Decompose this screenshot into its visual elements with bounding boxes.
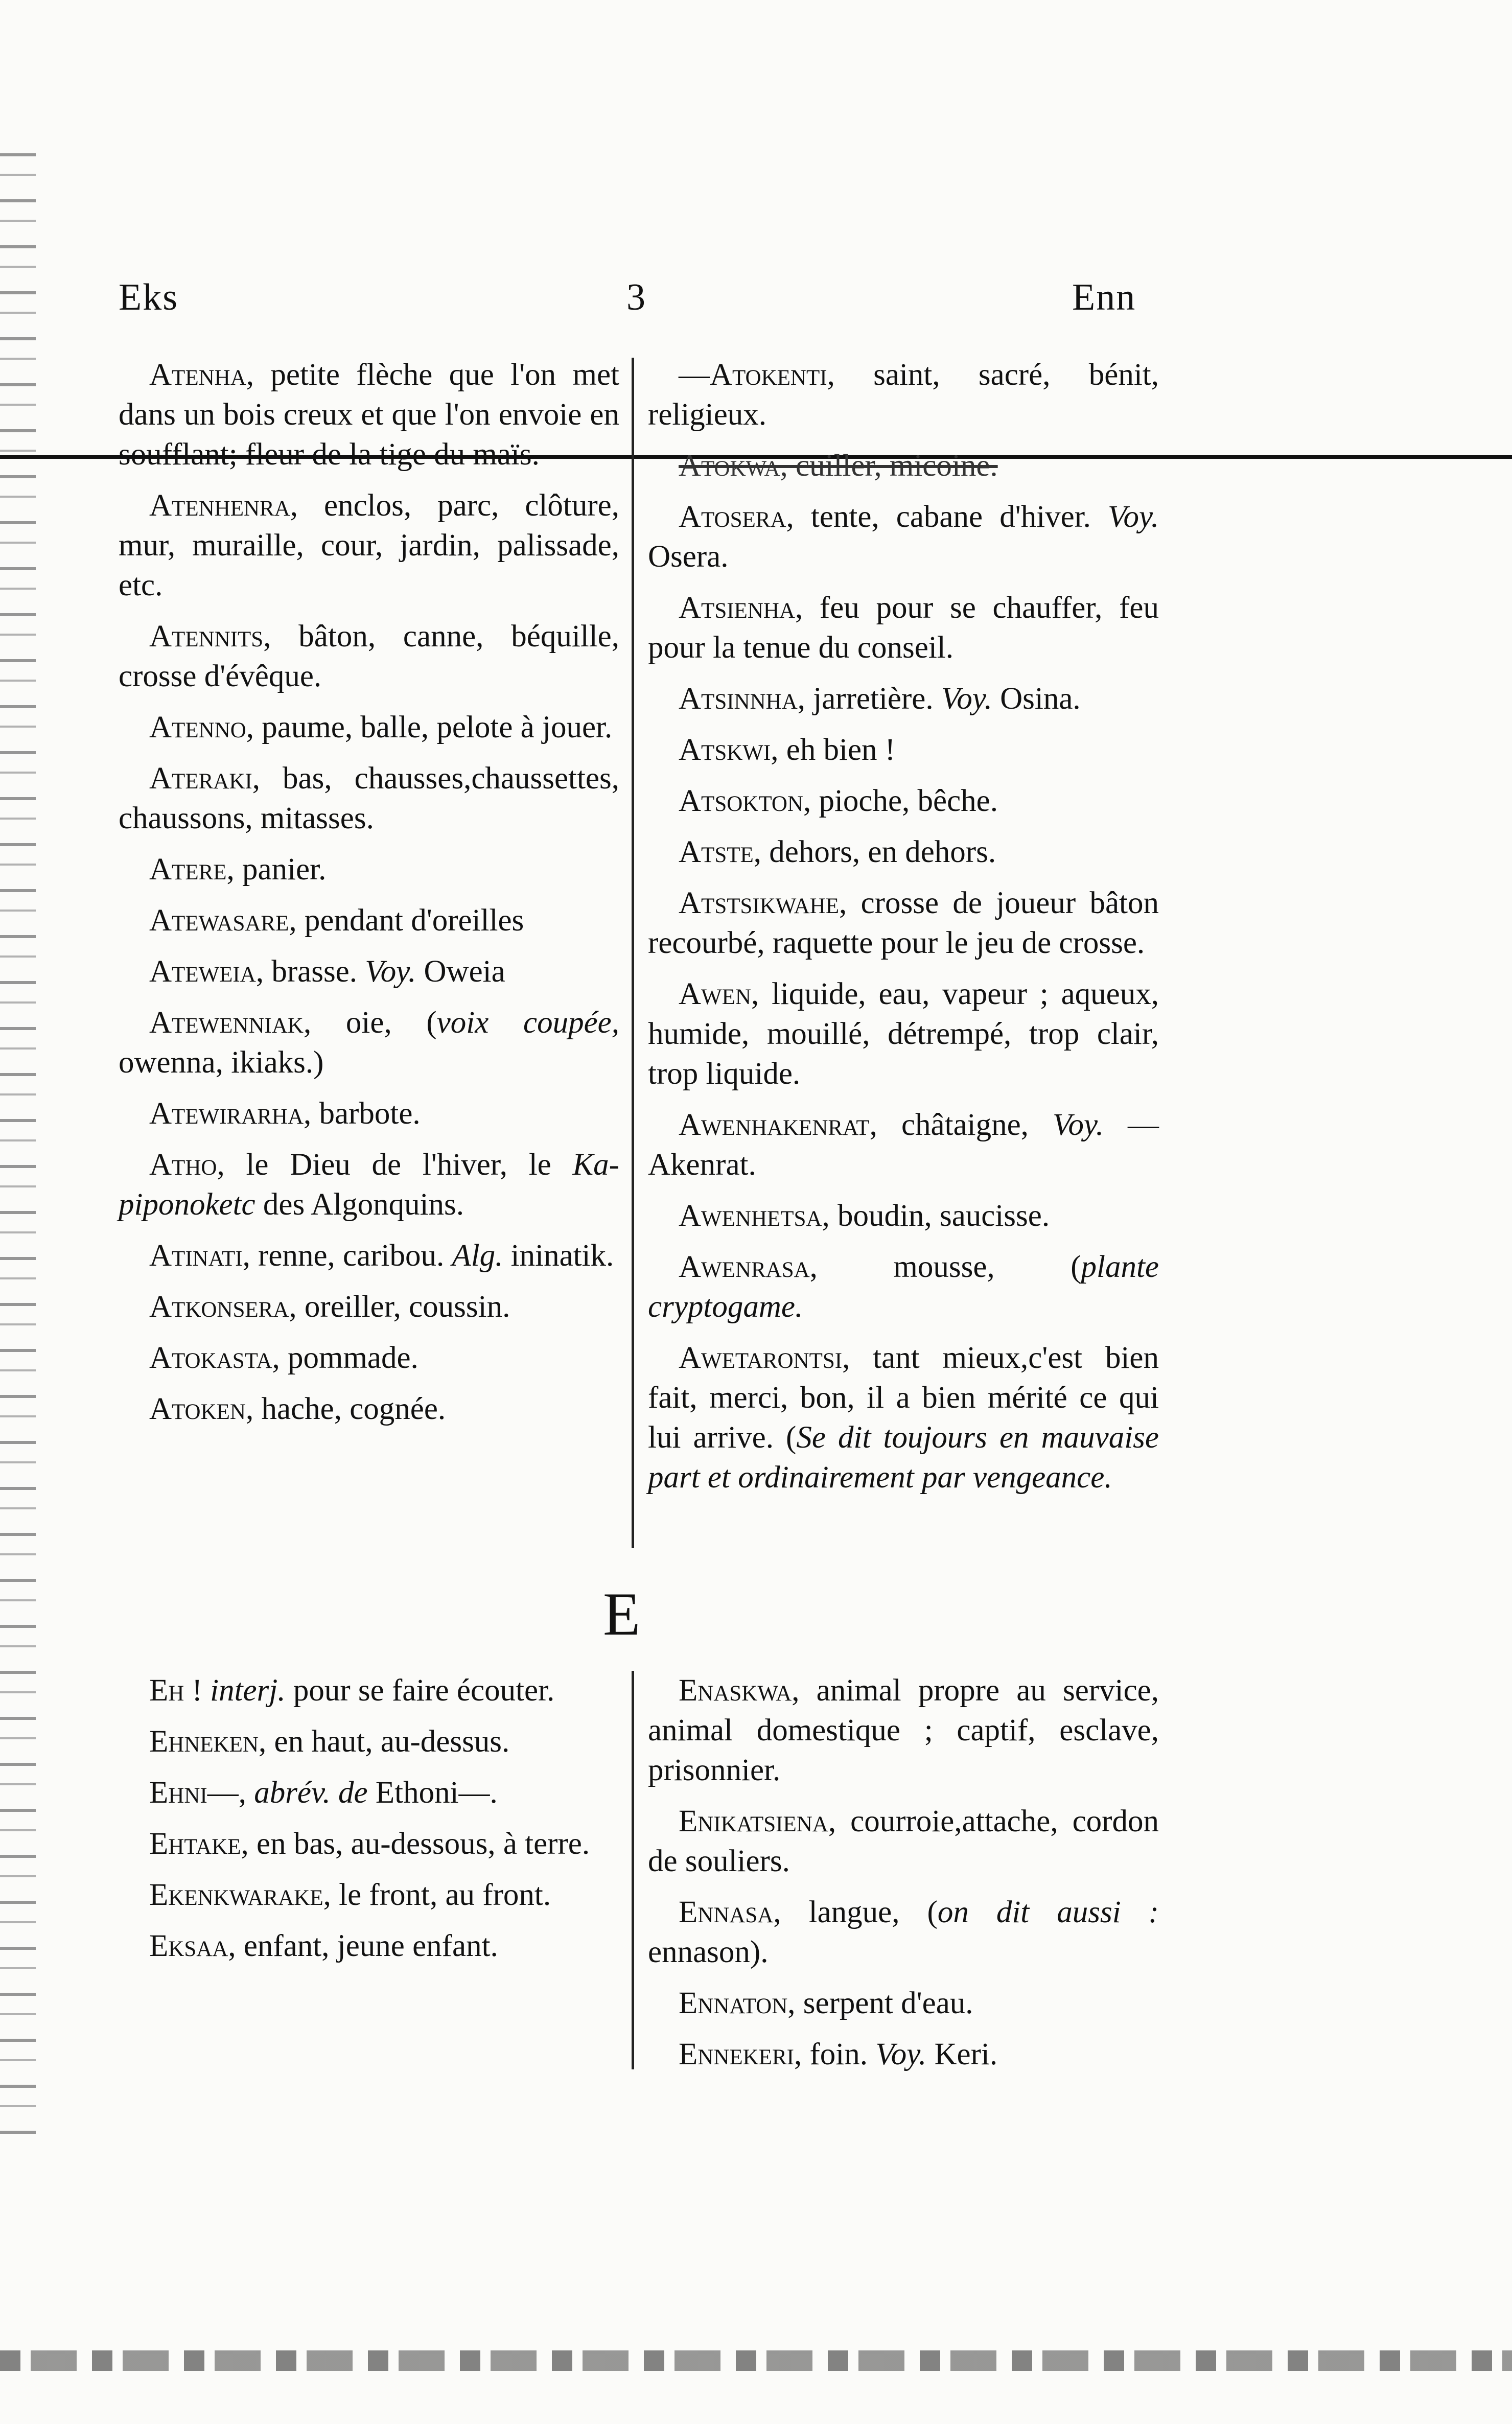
section-letter: E: [603, 1580, 641, 1648]
entry-definition: , brasse.: [255, 954, 365, 989]
dictionary-entry: [648, 1802, 1159, 1881]
entry-definition-tail: Ethoni—.: [367, 1776, 498, 1810]
entry-definition: , feu pour se chauffer, feu pour la tenue du conseil.: [648, 591, 1159, 665]
entry-headword: Ateraki: [149, 761, 252, 796]
entry-definition-tail: owenna, ikiaks.): [119, 1045, 324, 1080]
dictionary-entry: [648, 1196, 1159, 1236]
dictionary-entry: [119, 1145, 619, 1225]
entry-definition: —,: [207, 1776, 254, 1810]
entry-definition: , boudin, saucisse.: [822, 1199, 1050, 1233]
entry-definition: , saint, sacré, bénit, religieux.: [648, 358, 1159, 432]
dictionary-entry: [119, 1338, 619, 1378]
dictionary-entry: [119, 1773, 619, 1813]
entry-definition: , en haut, au-dessus.: [259, 1724, 510, 1759]
entry-definition: , petite flèche que l'on met dans un bois creux et que l'on envoie en soufflant; fleur de la tige du maïs.: [119, 358, 619, 472]
entry-italic-note: Voy.: [365, 954, 416, 989]
entry-headword: Atoken: [149, 1392, 246, 1426]
entry-headword: Atsienha: [679, 591, 795, 625]
entry-headword: Atewasare: [149, 903, 289, 938]
dictionary-entry: [119, 708, 619, 748]
entry-headword: Atennits: [149, 619, 264, 654]
entry-italic-note: Se dit toujours en mauvaise part et ordinairement par vengeance.: [648, 1420, 1159, 1495]
dictionary-entry: [119, 1671, 619, 1711]
entry-headword: Awen: [679, 977, 751, 1011]
section-e-left-column: [119, 1671, 619, 1977]
page-number: 3: [626, 276, 646, 318]
entry-headword: Atewenniak: [149, 1006, 304, 1040]
dictionary-entry: [119, 901, 619, 941]
dictionary-entry: [648, 832, 1159, 872]
dictionary-entry: [648, 974, 1159, 1094]
entry-definition: , bas, chausses,chaussettes, chaussons, mitasses.: [119, 761, 619, 835]
entry-headword: Atsokton: [679, 784, 803, 818]
dictionary-entry: [648, 883, 1159, 963]
entry-headword: Awenhakenrat: [679, 1108, 870, 1142]
entry-headword: Ehtake: [149, 1827, 241, 1861]
entry-definition: !: [184, 1673, 211, 1708]
scan-edge-noise: [0, 153, 36, 2146]
entry-headword: Eh: [149, 1673, 184, 1708]
entry-headword: Eksaa: [149, 1929, 228, 1963]
entry-headword: Atinati: [149, 1239, 243, 1273]
entry-headword: Atere: [149, 852, 227, 887]
column-divider-bottom: [632, 1671, 634, 2069]
entry-headword: Atkonsera: [149, 1290, 289, 1324]
dictionary-entry: [648, 497, 1159, 577]
entry-definition-tail: Oweia: [416, 954, 505, 989]
entry-headword: Enaskwa: [679, 1673, 792, 1708]
dictionary-entry: [119, 617, 619, 696]
dictionary-entry: [648, 2035, 1159, 2075]
entry-headword: Ehni: [149, 1776, 207, 1810]
entry-italic-note: abrév. de: [254, 1776, 368, 1810]
entry-headword: Enikatsiena: [679, 1804, 828, 1838]
entry-definition: , langue, (: [773, 1895, 938, 1929]
entry-definition-tail: pour se faire écouter.: [285, 1673, 555, 1708]
entry-definition: , le front, au front.: [323, 1878, 551, 1912]
dictionary-entry: [648, 730, 1159, 770]
entry-headword: Awenrasa: [679, 1250, 810, 1284]
entry-headword: Atsinnha: [679, 682, 798, 716]
entry-headword: Ennaton: [679, 1986, 788, 2020]
entry-definition: , pioche, bêche.: [803, 784, 998, 818]
dictionary-entry: [648, 1105, 1159, 1185]
entry-italic-note: Voy.: [941, 682, 992, 716]
entry-italic-note: Voy.: [1108, 500, 1159, 534]
dictionary-entry: [119, 952, 619, 992]
entry-headword: Atenha: [149, 358, 246, 392]
dictionary-entry: [648, 1247, 1159, 1327]
dictionary-entry: [648, 1893, 1159, 1972]
entry-definition: , bâton, canne, béquille, crosse d'évêque.: [119, 619, 619, 693]
entry-definition: , jarretière.: [797, 682, 941, 716]
entry-definition: , courroie,attache, cordon de souliers.: [648, 1804, 1159, 1878]
entry-definition: , enclos, parc, clôture, mur, muraille, cour, jardin, palissade, etc.: [119, 488, 619, 602]
entry-definition: , renne, caribou.: [242, 1239, 452, 1273]
entry-definition: , barbote.: [304, 1097, 421, 1131]
entry-definition-tail: des Algonquins.: [255, 1187, 464, 1222]
entry-definition: , eh bien !: [771, 733, 896, 767]
entry-italic-note: voix coupée,: [436, 1006, 619, 1040]
entry-definition-tail: Osina.: [992, 682, 1081, 716]
dictionary-entry: [119, 1389, 619, 1429]
entry-headword: Atho: [149, 1148, 217, 1182]
entry-headword: Awenhetsa: [679, 1199, 822, 1233]
entry-definition: , crosse de joueur bâton recourbé, raquette pour le jeu de crosse.: [648, 886, 1159, 960]
entry-definition: , tente, cabane d'hiver.: [786, 500, 1108, 534]
dictionary-entry: [648, 446, 1159, 486]
entry-italic-note: Voy.: [1052, 1108, 1104, 1142]
entry-definition: , cuiller, micoine.: [780, 449, 998, 483]
entry-definition-tail: ennason).: [648, 1935, 769, 1969]
dictionary-entry: [119, 1824, 619, 1864]
entry-italic-note: Alg.: [452, 1239, 503, 1273]
entry-definition: , animal propre au service, animal domestique ; captif, esclave, prisonnier.: [648, 1673, 1159, 1787]
entry-definition: , paume, balle, pelote à jouer.: [246, 710, 613, 744]
entry-definition-tail: ininatik.: [503, 1239, 614, 1273]
entry-italic-note: interj.: [210, 1673, 286, 1708]
entry-headword: Atewirarha: [149, 1097, 304, 1131]
entry-definition: , le Dieu de l'hiver, le: [217, 1148, 573, 1182]
entry-definition-tail: Keri.: [926, 2037, 998, 2071]
entry-definition: , en bas, au-dessous, à terre.: [241, 1827, 590, 1861]
entry-headword: Atstsikwahe: [679, 886, 839, 920]
dictionary-entry: [648, 1984, 1159, 2023]
entry-headword: Ateweia: [149, 954, 256, 989]
dictionary-entry: [648, 679, 1159, 719]
entry-definition: , tant mieux,c'est bien fait, merci, bon, il a bien mérité ce qui lui arrive. (: [648, 1341, 1159, 1455]
dictionary-entry: [119, 1236, 619, 1276]
entry-definition: , foin.: [794, 2037, 876, 2071]
entry-definition: , liquide, eau, vapeur ; aqueux, humide, mouillé, détrempé, trop clair, trop liquide.: [648, 977, 1159, 1091]
entry-definition: , pommade.: [272, 1341, 418, 1375]
dictionary-entry: [648, 781, 1159, 821]
section-a-right-column: [648, 355, 1159, 1509]
entry-definition: , serpent d'eau.: [787, 1986, 973, 2020]
entry-headword: Ekenkwarake: [149, 1878, 323, 1912]
dictionary-entry: [648, 1671, 1159, 1790]
dictionary-entry: [648, 355, 1159, 435]
entry-headword: Atenno: [149, 710, 246, 744]
dictionary-entry: [119, 1926, 619, 1966]
entry-headword: Ennasa: [679, 1895, 774, 1929]
entry-definition: , oie, (: [303, 1006, 437, 1040]
entry-headword: Atokwa: [679, 449, 780, 483]
entry-headword: Atokasta: [149, 1341, 272, 1375]
entry-definition: , enfant, jeune enfant.: [228, 1929, 498, 1963]
dictionary-entry: [119, 1287, 619, 1327]
entry-italic-note: Voy.: [875, 2037, 927, 2071]
entry-headword: Atste: [679, 835, 754, 869]
entry-definition: , châtaigne,: [869, 1108, 1053, 1142]
entry-italic-note: Ka-piponoketc: [119, 1148, 619, 1222]
section-a-left-column: [119, 355, 619, 1440]
dictionary-entry: [648, 1338, 1159, 1498]
entry-headword: Awetarontsi: [679, 1341, 843, 1375]
entry-headword: —Atokenti: [679, 358, 827, 392]
entry-italic-note: on dit aussi :: [937, 1895, 1159, 1929]
entry-definition: , hache, cognée.: [245, 1392, 446, 1426]
entry-definition: , mousse, (: [809, 1250, 1081, 1284]
entry-headword: Atosera: [679, 500, 786, 534]
entry-headword: Atskwi: [679, 733, 771, 767]
dictionary-entry: [119, 850, 619, 890]
dictionary-entry: [119, 355, 619, 475]
column-divider-top: [632, 358, 634, 1548]
dictionary-entry: [119, 759, 619, 838]
entry-definition: , pendant d'oreilles: [289, 903, 524, 938]
scan-bottom-noise: [0, 2350, 1512, 2371]
entry-headword: Ennekeri: [679, 2037, 794, 2071]
dictionary-entry: [648, 588, 1159, 668]
entry-definition-tail: Osera.: [648, 540, 729, 574]
entry-italic-note: plante cryptogame.: [648, 1250, 1159, 1324]
entry-definition: , dehors, en dehors.: [753, 835, 996, 869]
entry-definition: , panier.: [226, 852, 327, 887]
dictionary-entry: [119, 1722, 619, 1762]
entry-definition: , oreiller, coussin.: [289, 1290, 510, 1324]
dictionary-entry: [119, 1094, 619, 1134]
dictionary-entry: [119, 1003, 619, 1083]
entry-headword: Ehneken: [149, 1724, 259, 1759]
entry-definition-tail: —Akenrat.: [648, 1108, 1159, 1182]
dictionary-entry: [119, 1875, 619, 1915]
dictionary-entry: [119, 486, 619, 605]
entry-headword: Atenhenra: [149, 488, 290, 523]
section-e-right-column: [648, 1671, 1159, 2086]
running-head-left: Eks: [119, 276, 178, 318]
running-head-right: Enn: [1072, 276, 1136, 318]
